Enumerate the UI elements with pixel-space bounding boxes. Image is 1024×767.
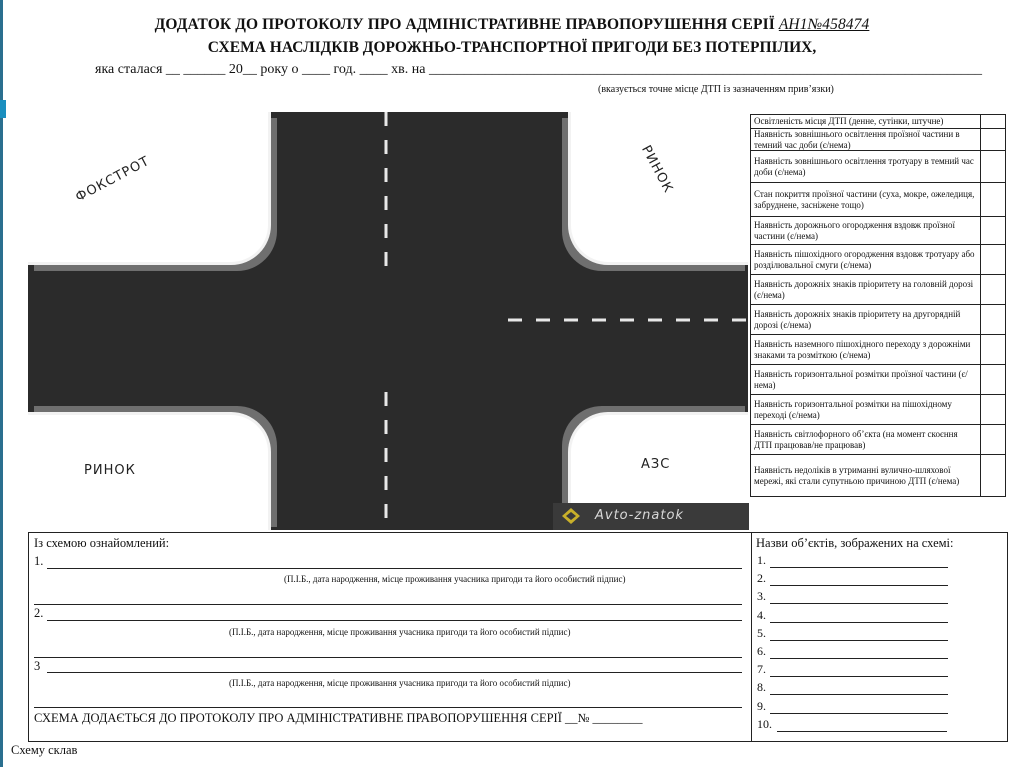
condition-label: Стан покриття проїзної частини (суха, мокре, ожеледиця, забруднене, засніжене тощо) [751, 183, 981, 217]
condition-label: Наявність світлофорного об’єкта (на момент скоєння ДТП працював/не працював) [751, 425, 981, 455]
object-number: 4. [757, 607, 766, 622]
intersection-diagram [28, 112, 748, 530]
participant-2-extra-line[interactable] [34, 657, 742, 658]
condition-label: Наявність пішохідного огородження вздовж тротуару або розділювальної смуги (є/нема) [751, 245, 981, 275]
condition-label: Наявність горизонтальної розмітки на пішохідному переході (є/нема) [751, 395, 981, 425]
condition-label: Наявність наземного пішохідного переходу з дорожніми знаками та розміткою (є/нема) [751, 335, 981, 365]
label-foxtrot: ФОКСТРОТ [73, 153, 153, 206]
object-number: 6. [757, 644, 766, 658]
object-number: 8. [757, 680, 766, 695]
condition-row [751, 425, 1006, 455]
condition-value-cell[interactable] [981, 335, 1006, 365]
condition-label: Наявність дорожнього огородження вздовж проїзної частини (є/нема) [751, 217, 981, 245]
condition-row [751, 183, 1006, 217]
condition-value-cell[interactable] [981, 305, 1006, 335]
form-title [0, 16, 1024, 34]
object-number: 2. [757, 571, 766, 586]
protocol-series-number: АН1№458474 [778, 16, 870, 33]
label-market-top: РИНОК [638, 143, 676, 196]
lane-markings [28, 112, 748, 530]
condition-value-cell[interactable] [981, 455, 1006, 497]
object-number: 3. [757, 589, 766, 604]
objects-title: Назви об’єктів, зображених на схемі: [756, 536, 954, 550]
condition-value-cell[interactable] [981, 425, 1006, 455]
familiarized-title: Із схемою ознайомлений: [34, 536, 170, 550]
object-line[interactable] [777, 731, 947, 732]
logo-text: Avto-znatok [595, 508, 684, 523]
object-number: 1. [757, 553, 766, 567]
condition-row [751, 217, 1006, 245]
form-title-text: ДОДАТОК ДО ПРОТОКОЛУ ПРО АДМІНІСТРАТИВНЕ ПРАВОПОРУШЕННЯ СЕРІЇ [154, 16, 775, 33]
object-line[interactable] [770, 603, 948, 604]
condition-row [751, 335, 1006, 365]
condition-label: Наявність горизонтальної розмітки проїзної частини (є/нема) [751, 365, 981, 395]
condition-label: Наявність зовнішнього освітлення тротуару в темний час доби (є/нема) [751, 151, 981, 183]
participant-2-number: 2. [34, 606, 44, 620]
lower-form-section [28, 532, 1008, 742]
attachment-statement: СХЕМА ДОДАЄТЬСЯ ДО ПРОТОКОЛУ ПРО АДМІНІСТРАТИВНЕ ПРАВОПОРУШЕННЯ СЕРІЇ __№ ________ [34, 711, 643, 725]
condition-row [751, 305, 1006, 335]
participant-3-caption: (П.І.Б., дата народження, місце проживання учасника пригоди та його особистий підпис) [229, 678, 571, 688]
condition-label: Наявність зовнішнього освітлення проїзної частини в темний час доби (є/нема) [751, 129, 981, 151]
condition-value-cell[interactable] [981, 151, 1006, 183]
incident-location-note: (вказується точне місце ДТП із зазначенням прив’язки) [598, 84, 834, 95]
left-accent-marker [0, 100, 6, 118]
condition-value-cell[interactable] [981, 275, 1006, 305]
participant-2-caption: (П.І.Б., дата народження, місце проживання учасника пригоди та його особистий підпис) [229, 627, 571, 637]
condition-row [751, 129, 1006, 151]
participant-3-number: 3 [34, 659, 41, 673]
label-market-bottom: РИНОК [84, 463, 136, 478]
condition-row [751, 455, 1006, 497]
condition-label: Освітленість місця ДТП (денне, сутінки, штучне) [751, 115, 981, 129]
condition-row [751, 151, 1006, 183]
condition-value-cell[interactable] [981, 365, 1006, 395]
incident-date-line[interactable]: яка сталася __ ______ 20__ року о ____ год. ____ хв. на _______________________________________________________________________________ [95, 62, 982, 77]
condition-value-cell[interactable] [981, 395, 1006, 425]
watermark-logo [553, 503, 749, 530]
object-number: 5. [757, 625, 766, 640]
participant-1-extra-line[interactable] [34, 604, 742, 605]
object-line[interactable] [770, 567, 948, 568]
condition-value-cell[interactable] [981, 129, 1006, 151]
object-line[interactable] [770, 713, 948, 714]
object-number: 10. [757, 716, 772, 731]
object-line[interactable] [770, 640, 948, 641]
label-gas-station: АЗС [641, 457, 671, 472]
object-line[interactable] [770, 585, 948, 586]
object-number: 9. [757, 698, 766, 713]
object-line[interactable] [770, 622, 948, 623]
condition-row [751, 115, 1006, 129]
condition-row [751, 395, 1006, 425]
condition-row [751, 365, 1006, 395]
participant-1-line[interactable] [47, 568, 742, 569]
participant-3-extra-line[interactable] [34, 707, 742, 708]
participant-1-number: 1. [34, 554, 44, 568]
object-number: 7. [757, 662, 766, 677]
compiler-label: Схему склав [11, 743, 78, 757]
condition-label: Наявність дорожніх знаків пріоритету на другорядній дорозі (є/нема) [751, 305, 981, 335]
condition-label: Наявність дорожніх знаків пріоритету на головній дорозі (є/нема) [751, 275, 981, 305]
form-subtitle: СХЕМА НАСЛІДКІВ ДОРОЖНЬО-ТРАНСПОРТНОЇ ПРИГОДИ БЕЗ ПОТЕРПІЛИХ, [207, 39, 817, 56]
object-line[interactable] [770, 676, 948, 677]
section-divider [751, 533, 752, 741]
conditions-table [750, 114, 1006, 497]
participant-2-line[interactable] [47, 620, 742, 621]
condition-label: Наявність недоліків в утриманні вулично-шляхової мережі, які стали супутньою причиною ДТП (є/нема) [751, 455, 981, 497]
condition-row [751, 245, 1006, 275]
condition-row [751, 275, 1006, 305]
condition-value-cell[interactable] [981, 245, 1006, 275]
logo-icon [561, 507, 581, 525]
participant-1-caption: (П.І.Б., дата народження, місце проживання учасника пригоди та його особистий підпис) [284, 574, 626, 584]
condition-value-cell[interactable] [981, 115, 1006, 129]
participant-3-line[interactable] [47, 672, 742, 673]
object-line[interactable] [770, 694, 948, 695]
object-line[interactable] [770, 658, 948, 659]
condition-value-cell[interactable] [981, 217, 1006, 245]
condition-value-cell[interactable] [981, 183, 1006, 217]
